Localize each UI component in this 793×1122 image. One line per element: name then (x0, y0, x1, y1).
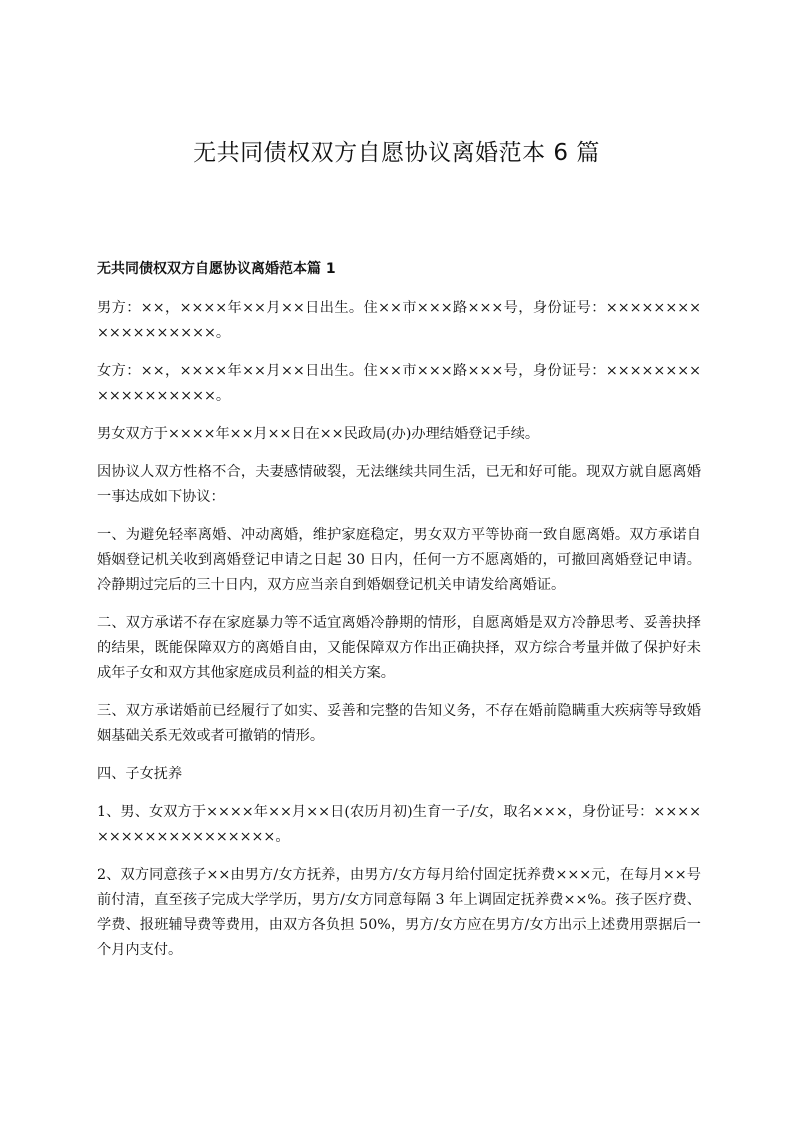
paragraph-clause-3: 三、双方承诺婚前已经履行了如实、妥善和完整的告知义务，不存在婚前隐瞒重大疾病等导致婚姻基础关系无效或者可撤销的情形。 (97, 703, 701, 744)
section-heading: 无共同债权双方自愿协议离婚范本篇 1 (97, 261, 336, 277)
paragraph-clause-1: 一、为避免轻率离婚、冲动离婚，维护家庭稳定，男女双方平等协商一致自愿离婚。双方承诺自婚姻登记机关收到离婚登记申请之日起 30 日内，任何一方不愿离婚的，可撤回离婚登记申请。冷静期过完后的三十日内，双方应当亲自到婚姻登记机关申请发给离婚证。 (97, 527, 701, 593)
document-body (97, 258, 701, 976)
paragraph-clause-4-heading: 四、子女抚养 (97, 766, 183, 782)
paragraph-female-party: 女方：××，××××年××月××日出生。住××市×××路×××号，身份证号：××××××××××××××××××。 (97, 363, 701, 404)
paragraph-child-info: 1、男、女双方于××××年××月××日(农历月初)生育一子/女，取名×××，身份证号：×××××××××××××××××××。 (97, 804, 701, 845)
paragraph-reason: 因协议人双方性格不合，夫妻感情破裂，无法继续共同生活，已无和好可能。现双方就自愿离婚一事达成如下协议： (97, 464, 701, 505)
document-title: 无共同债权双方自愿协议离婚范本 6 篇 (193, 140, 600, 166)
paragraph-marriage-registration: 男女双方于××××年××月××日在××民政局(办)办理结婚登记手续。 (97, 426, 540, 442)
paragraph-clause-2: 二、双方承诺不存在家庭暴力等不适宜离婚冷静期的情形，自愿离婚是双方冷静思考、妥善抉择的结果，既能保障双方的离婚自由，又能保障双方作出正确抉择，双方综合考量并做了保护好未成年子女和双方其他家庭成员利益的相关方案。 (97, 615, 701, 681)
paragraph-child-support: 2、双方同意孩子××由男方/女方抚养，由男方/女方每月给付固定抚养费×××元，在每月××号前付清，直至孩子完成大学学历，男方/女方同意每隔 3 年上调固定抚养费××%。孩子医疗费、学费、报班辅导费等费用，由双方各负担 50%，男方/女方应在男方/女方出示上述费用票据后一个月内支付。 (97, 867, 701, 958)
paragraph-male-party: 男方：××，××××年××月××日出生。住××市×××路×××号，身份证号：××××××××××××××××××。 (97, 300, 701, 341)
